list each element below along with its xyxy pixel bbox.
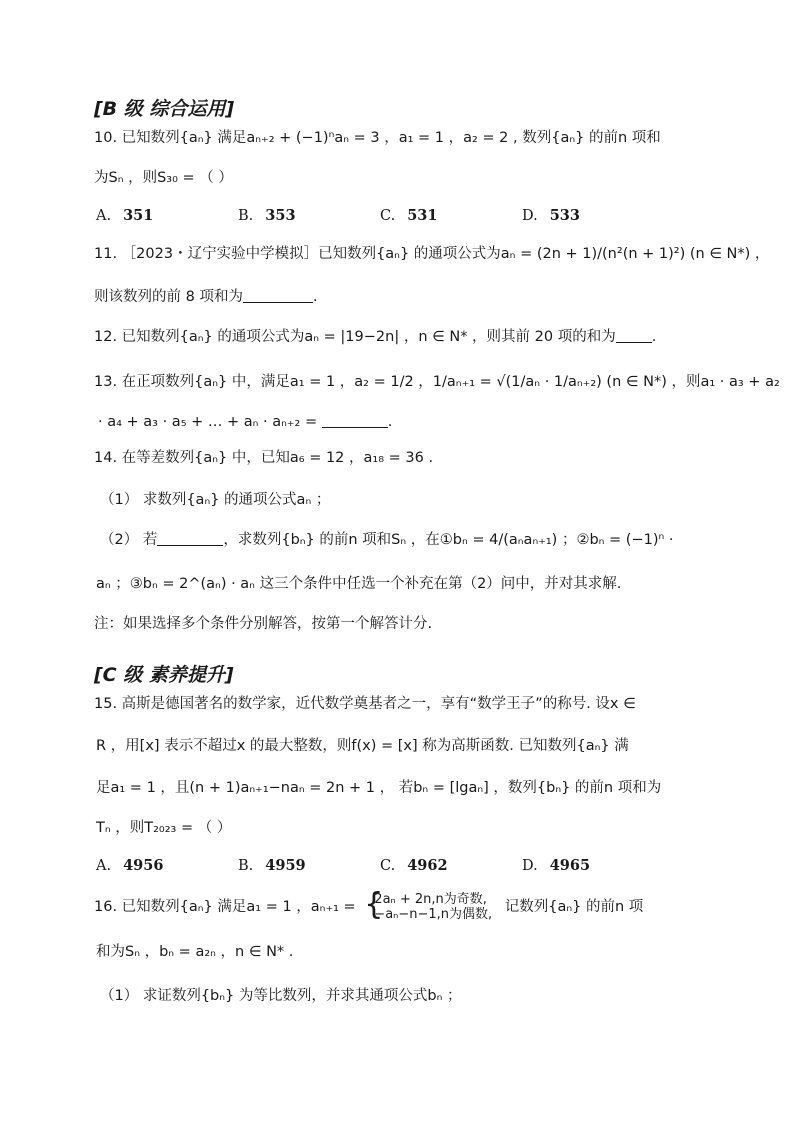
q15-option-c: C. 4962 [380,857,448,874]
section-b-heading: [B 级 综合运用] [94,98,235,120]
q16-line2: 和为Sₙ ，bₙ = a₂ₙ ，n ∈ N* . [96,944,294,960]
q15-option-b: B. 4959 [238,857,306,874]
q12-answer-blank[interactable] [616,328,652,343]
q10-option-d: D. 533 [522,207,580,224]
q10-line1: 10. 已知数列{aₙ} 满足aₙ₊₂ + (−1)ⁿaₙ = 3 ，a₁ = 1 ，a₂ = 2 , 数列{aₙ} 的前n 项和 [94,130,661,146]
q15-line1: 15. 高斯是德国著名的数学家，近代数学奠基者之一，享有“数学王子”的称号. 设x ∈ [94,696,636,712]
q13-line2: · a₄ + a₃ · a₅ + … + aₙ · aₙ₊₂ = . [98,414,393,430]
q14-continuation: aₙ ；③bₙ = 2^(aₙ) · aₙ 这三个条件中任选一个补充在第（2）问中，并对其求解. [96,576,622,592]
q15-line3: 足a₁ = 1 ，且(n + 1)aₙ₊₁−naₙ = 2n + 1 ， 若bₙ = [lgaₙ] ，数列{bₙ} 的前n 项和为 [96,780,662,796]
q10-option-b: B. 353 [238,207,296,224]
q11-line2: 则该数列的前 8 项和为 . [94,289,318,305]
section-c-heading: [C 级 素养提升] [94,664,234,686]
q14-note: 注：如果选择多个条件分别解答，按第一个解答计分. [94,616,433,632]
q14-line1: 14. 在等差数列{aₙ} 中，已知a₆ = 12 ，a₁₈ = 36 . [94,450,434,466]
q15-option-a: A. 4956 [96,857,164,874]
q11-answer-blank[interactable] [243,288,313,303]
q14-condition-blank[interactable] [157,531,223,546]
q10-option-a: A. 351 [96,207,154,224]
q15-line4: Tₙ ，则T₂₀₂₃ = （ ） [96,820,232,836]
q11-line1: 11. ［2023・辽宁实验中学模拟］已知数列{aₙ} 的通项公式为aₙ = (2n + 1)/(n²(n + 1)²) (n ∈ N*) ， [94,246,770,262]
q13-line1: 13. 在正项数列{aₙ} 中，满足a₁ = 1 ，a₂ = 1/2 ，1/aₙ₊₁ = √(1/aₙ · 1/aₙ₊₂) (n ∈ N*) ，则a₁ · a₃ + a₂ [94,374,780,390]
q15-line2: R ，用[x] 表示不超过x 的最大整数，则f(x) = [x] 称为高斯函数. 已知数列{aₙ} 满 [96,738,629,754]
q13-answer-blank[interactable] [322,413,388,428]
left-brace: { [364,887,384,922]
q12-line1: 12. 已知数列{aₙ} 的通项公式为aₙ = |19−2n| ，n ∈ N* ，则其前 20 项的和为 . [94,329,657,345]
q16-case-even: −aₙ−n−1,n为偶数, [374,907,493,922]
q16-part1: （1） 求证数列{bₙ} 为等比数列，并求其通项公式bₙ ； [100,988,462,1004]
q10-line2: 为Sₙ ，则S₃₀ = （ ） [94,170,233,186]
q15-option-d: D. 4965 [522,857,591,874]
q14-part1: （1） 求数列{aₙ} 的通项公式aₙ ； [100,492,331,508]
q16-line1: 16. 已知数列{aₙ} 满足a₁ = 1 ，aₙ₊₁ = { 2aₙ + 2n,n为奇数, −aₙ−n−1,n为偶数, 记数列{aₙ} 的前n 项 [94,887,644,922]
q14-part2: （2） 若 ，求数列{bₙ} 的前n 项和Sₙ ，在①bₙ = 4/(aₙaₙ₊₁) ；②bₙ = (−1)ⁿ · [100,532,674,548]
q16-case-odd: 2aₙ + 2n,n为奇数, [374,892,487,907]
q10-option-c: C. 531 [380,207,438,224]
q16-piecewise [364,887,493,922]
